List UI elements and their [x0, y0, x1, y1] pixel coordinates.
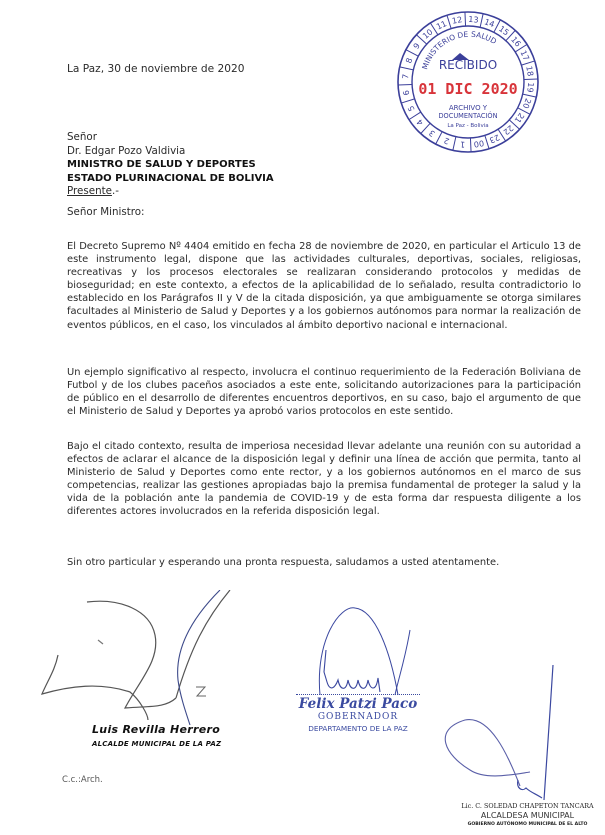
place-date: La Paz, 30 de noviembre de 2020 — [67, 63, 245, 75]
signatory-2-department: DEPARTAMENTO DE LA PAZ — [308, 724, 408, 733]
stamp-hour-divider — [524, 79, 538, 80]
stamp-status: RECIBIDO — [438, 58, 498, 72]
signatory-3-title: ALCALDESA MUNICIPAL — [480, 811, 575, 820]
body-paragraph-3: Bajo el citado contexto, resulta de imperiosa necesidad llevar adelante una reunión con su autoridad a efectos de aclarar el alcance de la disposición legal y definir una línea de acción que permita, tanto al Ministerio de Salud y Deportes como ente rector, y a los gobiernos autónomos en el marco de sus competencias, realizar las gestiones apropiadas bajo la premisa fundamental de proteger la salud y la vida de la población ante la pandemia de COVID-19 y de esta forma dar respuesta diligente a los diferentes actores involucrados en la referida disposición legal. — [67, 441, 581, 518]
stamp-hour-label: 21 — [512, 111, 526, 125]
body-paragraph-2: Un ejemplo significativo al respecto, involucra el continuo requerimiento de la Federación Boliviana de Futbol y de los clubes paceños asociados a este ente, solicitando autorizaciones para la participación de público en el desarrollo de diferentes encuentros deportivos, en su caso, bajo el argumento de que el Ministerio de Salud y Deportes ya aprobó varios protocolos en este sentido. — [67, 367, 581, 418]
recipient-salutation: Señor — [67, 131, 97, 143]
stamp-hour-label: 11 — [435, 19, 449, 32]
stamp-hour-divider — [401, 99, 414, 103]
recipient-state: ESTADO PLURINACIONAL DE BOLIVIA — [67, 172, 274, 184]
signature-revilla — [0, 590, 260, 725]
stamp-hour-divider — [398, 84, 412, 85]
stamp-hour-divider — [409, 112, 421, 120]
stamp-hour-label: 3 — [427, 128, 437, 139]
stamp-hour-label: 15 — [497, 24, 511, 38]
signature-patzi — [290, 600, 430, 700]
recipient-block — [67, 131, 274, 199]
signatory-3-name: Lic. C. SOLEDAD CHAPETON TANCARA — [461, 802, 594, 810]
stamp-hour-label: 23 — [487, 132, 501, 145]
stamp-hour-divider — [406, 50, 418, 56]
stamp-location: La Paz - Bolivia — [447, 123, 489, 129]
stamp-hour-label: 2 — [442, 135, 451, 146]
stamp-hour-label: 12 — [451, 15, 463, 26]
stamp-date: 01 DIC 2020 — [418, 80, 518, 98]
stamp-hour-label: 4 — [415, 117, 426, 128]
stamp-hour-label: 1 — [459, 139, 466, 149]
stamp-hour-label: 13 — [467, 14, 479, 25]
reception-stamp — [397, 6, 539, 158]
carbon-copy: C.c.:Arch. — [62, 775, 103, 785]
stamp-hour-divider — [470, 138, 471, 152]
stamp-hour-divider — [453, 137, 456, 151]
greeting: Señor Ministro: — [67, 206, 145, 218]
recipient-presente: Presente.- — [67, 185, 119, 198]
signatory-1-name: Luis Revilla Herrero — [92, 723, 221, 736]
stamp-hour-label: 17 — [518, 49, 531, 63]
recipient-position: MINISTRO DE SALUD Y DEPORTES — [67, 159, 256, 171]
stamp-hour-label: 19 — [525, 81, 536, 93]
stamp-hour-label: 6 — [401, 89, 412, 97]
closing-paragraph: Sin otro particular y esperando una pronta respuesta, saludamos a usted atentamente. — [67, 557, 500, 568]
stamp-hour-label: 5 — [406, 104, 417, 113]
stamp-hour-divider — [400, 67, 414, 70]
stamp-hour-label: 22 — [501, 123, 515, 137]
signatory-1-title: ALCALDE MUNICIPAL DE LA PAZ — [92, 740, 222, 748]
stamp-hour-label: 00 — [473, 138, 485, 149]
body-paragraph-1: El Decreto Supremo Nº 4404 emitido en fecha 28 de noviembre de 2020, en particular el Articulo 13 de este instrumento legal, dispone que las actividades culturales, deportivas, sociales, religiosas, recreativas y los procesos electorales se realizaran considerando protocolos y medidas de bioseguridad; en este contexto, a efectos de la aplicabilidad de lo señalado, resulta contradictorio lo establecido en los Parágrafos II y V de la citada disposición, ya que ambiguamente se otorga similares facultades al Ministerio de Salud y Deportes y a los gobiernos autónomos para normar la realización de eventos públicos, en el caso, los vinculados al ámbito deportivo nacional e internacional. — [67, 241, 581, 331]
stamp-dept-line2: DOCUMENTACIÓN — [438, 112, 498, 120]
stamp-institution: MINISTERIO DE SALUD — [420, 29, 499, 71]
stamp-hour-label: 9 — [411, 41, 422, 51]
stamp-hour-divider — [436, 132, 442, 144]
stamp-hour-label: 8 — [404, 56, 415, 65]
stamp-hour-label: 14 — [483, 17, 496, 30]
signatory-2-name: Felix Patzi Paco — [296, 694, 420, 712]
stamp-hour-label: 10 — [421, 27, 435, 41]
signature-chapeton — [430, 660, 580, 805]
stamp-dept-line1: ARCHIVO Y — [448, 104, 488, 112]
stamp-hour-label: 7 — [401, 73, 411, 80]
stamp-hour-label: 16 — [509, 35, 523, 49]
stamp-hour-divider — [465, 12, 466, 26]
stamp-hour-label: 20 — [520, 97, 533, 110]
stamp-hour-label: 18 — [524, 65, 535, 77]
recipient-name: Dr. Edgar Pozo Valdivia — [67, 144, 186, 157]
signatory-2-title: GOBERNADOR — [317, 712, 399, 722]
signatory-3-department: GOBIERNO AUTÓNOMO MUNICIPAL DE EL ALTO — [467, 822, 588, 827]
